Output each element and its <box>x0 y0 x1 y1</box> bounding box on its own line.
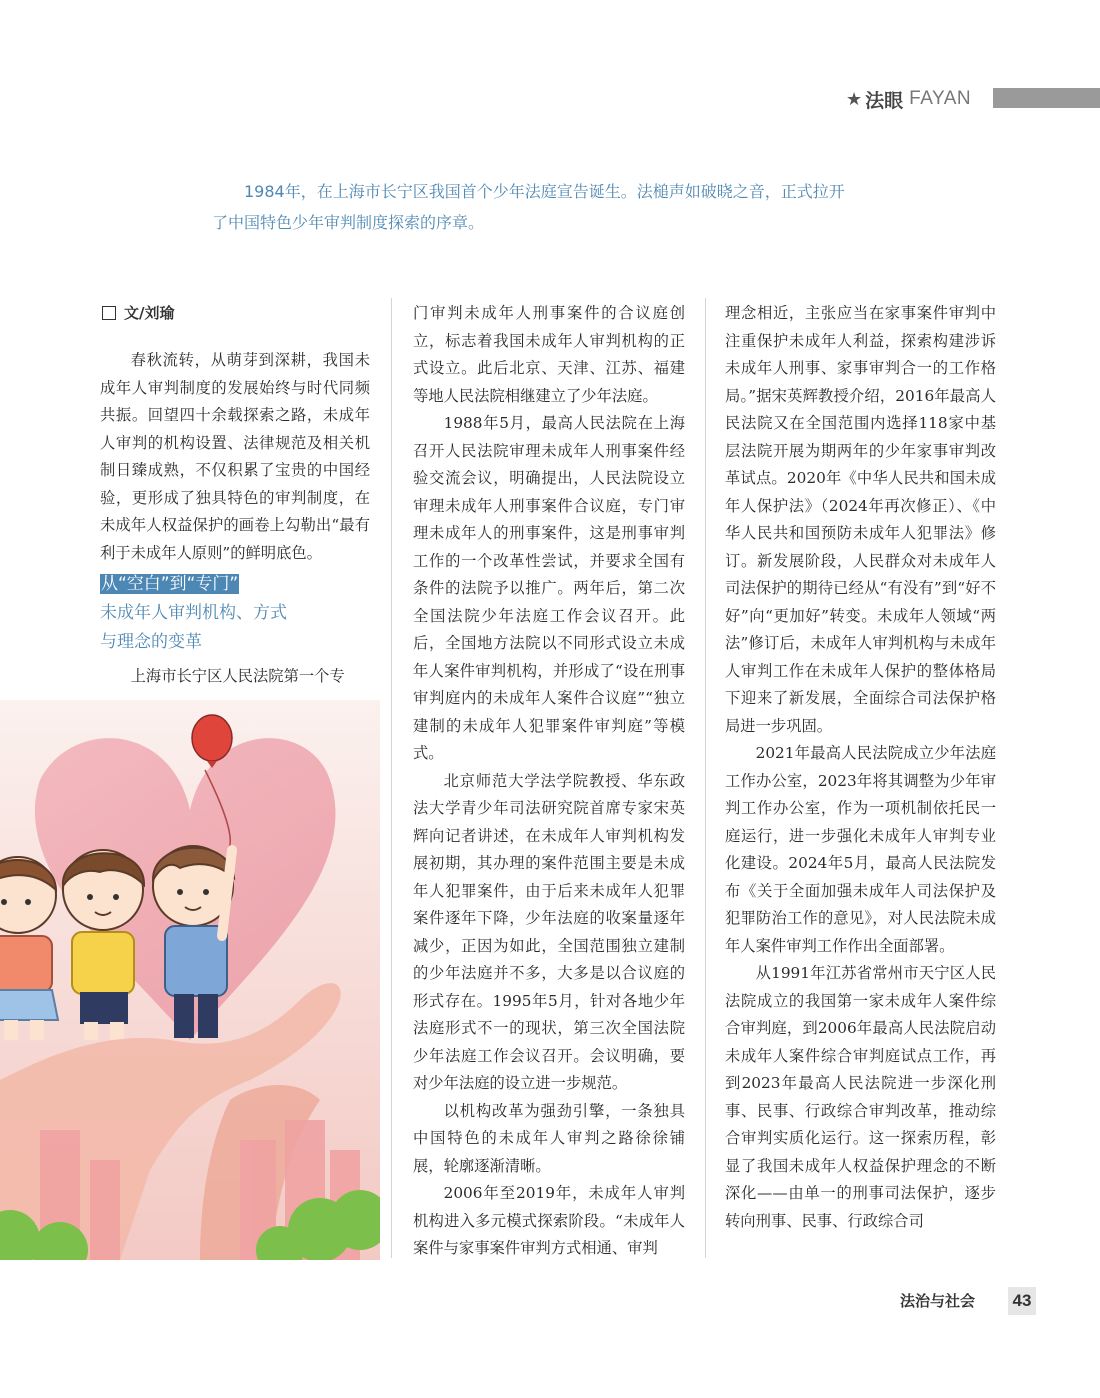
byline-text: 文/刘瑜 <box>124 304 175 322</box>
subhead-line-3: 与理念的变革 <box>100 632 202 652</box>
paragraph: 2006年至2019年，未成年人审判机构进入多元模式探索阶段。“未成年人案件与家事案件审判方式相通、审判 <box>413 1184 685 1257</box>
paragraph: 从1991年江苏省常州市天宁区人民法院成立的我国第一家未成年人案件综合审判庭，到2006年最高人民法院启动未成年人案件综合审判庭试点工作，再到2023年最高人民法院进一步深化刑事、民事、行政综合审判改革，推动综合审判实质化运行。这一探索历程，彰显了我国未成年人权益保护理念的不断深化——由单一的刑事司法保护，逐步转向刑事、民事、行政综合司 <box>725 964 996 1230</box>
children-illustration <box>0 700 380 1260</box>
article-column-2 <box>413 300 685 1263</box>
header-bar <box>993 88 1100 108</box>
subhead-line-2: 未成年人审判机构、方式 <box>100 603 287 623</box>
child-left-figure <box>0 857 58 1040</box>
magazine-title: 法治与社会 <box>900 1292 976 1310</box>
subhead-line-1: 从“空白”到“专门” <box>101 574 239 594</box>
byline <box>102 302 174 323</box>
lead-paragraph <box>212 176 852 238</box>
section-name-cn: 法眼 <box>865 89 904 112</box>
star-icon: ★ <box>846 88 863 110</box>
paragraph: 上海市长宁区人民法院第一个专 <box>130 667 345 685</box>
paragraph: 北京师范大学法学院教授、华东政法大学青少年司法研究院首席专家宋英辉向记者讲述，在未成年人审判机构发展初期，其办理的案件范围主要是未成年人犯罪案件，由于后来未成年人犯罪案件逐年下降，少年法庭的收案量逐年减少，正因为如此，全国范围独立建制的少年法庭并不多，大多是以合议庭的形式存在。1995年5月，针对各地少年法庭形式不一的现状，第三次全国法院少年法庭工作会议召开。会议明确，要对少年法庭的设立进一步规范。 <box>413 771 685 1092</box>
page-number: 43 <box>1008 1287 1036 1315</box>
checkbox-square-icon <box>102 306 116 320</box>
column-divider <box>391 298 392 1258</box>
section-name-en: FAYAN <box>909 88 972 109</box>
lead-text: 1984年，在上海市长宁区我国首个少年法庭宣告诞生。法槌声如破晓之音，正式拉开了中国特色少年审判制度探索的序章。 <box>212 182 845 232</box>
illustration-svg <box>0 700 380 1260</box>
paragraph: 门审判未成年人刑事案件的合议庭创立，标志着我国未成年人审判机构的正式设立。此后北京、天津、江苏、福建等地人民法院相继建立了少年法庭。 <box>413 304 685 405</box>
article-column-3 <box>725 300 996 1235</box>
paragraph: 以机构改革为强劲引擎，一条独具中国特色的未成年人审判之路徐徐铺展，轮廓逐渐清晰。 <box>413 1101 685 1175</box>
balloon-icon <box>192 715 232 761</box>
paragraph: 1988年5月，最高人民法院在上海召开人民法院审理未成年人刑事案件经验交流会议，明确提出，人民法院设立审理未成年人刑事案件合议庭，专门审理未成年人的刑事案件，这是刑事审判工作的一个改革性尝试，并要求全国有条件的法院予以推广。两年后，第二次全国法院少年法庭工作会议召开。此后，全国地方法院以不同形式设立未成年人案件审判机构，并形成了“设在刑事审判庭内的未成年人案件合议庭”“独立建制的未成年人犯罪案件审判庭”等模式。 <box>413 414 685 762</box>
paragraph: 春秋流转，从萌芽到深耕，我国未成年人审判制度的发展始终与时代同频共振。回望四十余载探索之路，未成年人审判的机构设置、法律规范及相关机制日臻成熟，不仅积累了宝贵的中国经验，更形成了独具特色的审判制度，在未成年人权益保护的画卷上勾勒出“最有利于未成年人原则”的鲜明底色。 <box>100 351 370 562</box>
paragraph: 理念相近，主张应当在家事案件审判中注重保护未成年人利益，探索构建涉诉未成年人刑事、家事审判合一的工作格局。”据宋英辉教授介绍，2016年最高人民法院又在全国范围内选择118家中基层法院开展为期两年的少年家事审判改革试点。2020年《中华人民共和国未成年人保护法》（2024年再次修正）、《中华人民共和国预防未成年人犯罪法》修订。新发展阶段，人民群众对未成年人司法保护的期待已经从“有没有”到“好不好”向“更加好”转变。未成年人领域“两法”修订后，未成年人审判机构与未成年人审判工作在未成年人保护的整体格局下迎来了新发展，全面综合司法保护格局进一步巩固。 <box>725 304 996 735</box>
section-subhead <box>100 570 287 657</box>
paragraph: 2021年最高人民法院成立少年法庭工作办公室，2023年将其调整为少年审判工作办公室，作为一项机制依托民一庭运行，进一步强化未成年人审判专业化建设。2024年5月，最高人民法院发布《关于全面加强未成年人司法保护及犯罪防治工作的意见》，对人民法院未成年人案件审判工作作出全面部署。 <box>725 744 996 955</box>
section-header <box>846 86 971 112</box>
column-divider <box>705 298 706 1258</box>
